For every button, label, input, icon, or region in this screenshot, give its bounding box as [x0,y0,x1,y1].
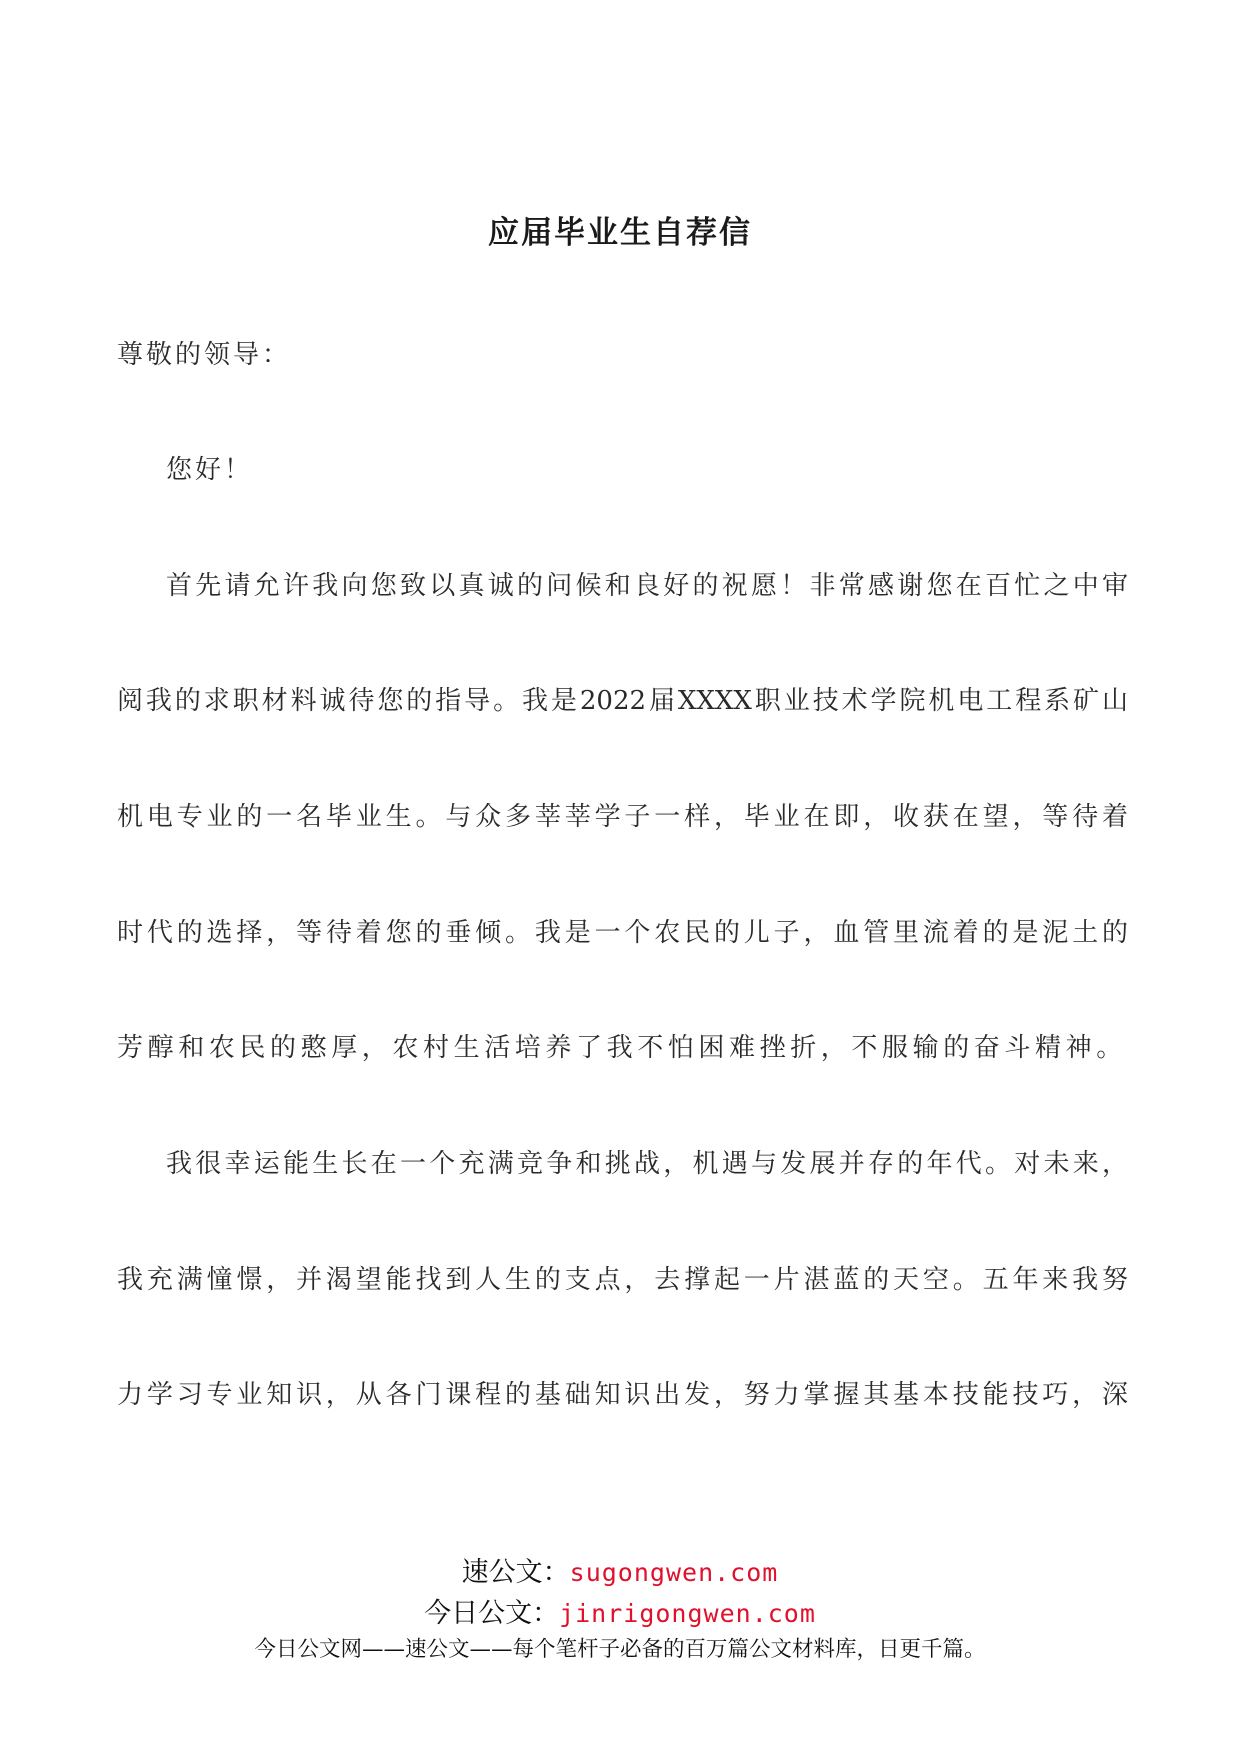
footer-slogan: 今日公文网——速公文——每个笔杆子必备的百万篇公文材料库，日更千篇。 [254,1637,986,1662]
footer-label-sugongwen: 速公文： [461,1557,570,1588]
paragraph-2-line-2: 我充满憧憬，并渴望能找到人生的支点，去撑起一片湛蓝的天空。五年来我努 [117,1265,1128,1295]
greeting: 您好！ [166,455,254,485]
footer-link-jinrigongwen[interactable]: jinrigongwen.com [559,1599,816,1628]
salutation: 尊敬的领导： [117,340,292,370]
footer-line-jinrigongwen [0,1591,1240,1630]
paragraph-1-line-1: 首先请允许我向您致以真诚的问候和良好的祝愿！非常感谢您在百忙之中审 [166,571,1128,601]
paragraph-1-line-3: 机电专业的一名毕业生。与众多莘莘学子一样，毕业在即，收获在望，等待着 [117,802,1128,832]
paragraph-2-line-1: 我很幸运能生长在一个充满竞争和挑战，机遇与发展并存的年代。对未来， [166,1149,1128,1179]
footer-label-jinrigongwen: 今日公文： [424,1598,560,1629]
paragraph-1-line-2: 阅我的求职材料诚待您的指导。我是2022届XXXX职业技术学院机电工程系矿山 [117,686,1128,716]
footer-line-sugongwen [0,1550,1240,1589]
paragraph-1-line-4: 时代的选择，等待着您的垂倾。我是一个农民的儿子，血管里流着的是泥土的 [117,918,1128,948]
footer-link-sugongwen[interactable]: sugongwen.com [569,1558,779,1587]
document-title: 应届毕业生自荐信 [488,215,752,251]
paragraph-2-line-3: 力学习专业知识，从各门课程的基础知识出发，努力掌握其基本技能技巧，深 [117,1380,1128,1410]
paragraph-1-line-5: 芳醇和农民的憨厚，农村生活培养了我不怕困难挫折，不服输的奋斗精神。 [117,1033,1127,1063]
